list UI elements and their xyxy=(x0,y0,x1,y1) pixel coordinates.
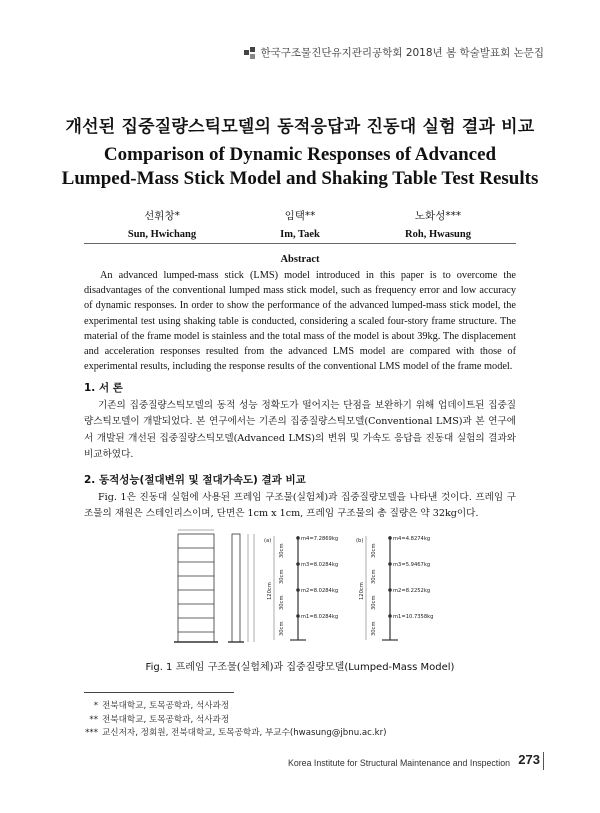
panel-a-mass-3: m3=8.0284kg xyxy=(301,562,339,568)
author-2 xyxy=(230,208,370,240)
page-number-bar xyxy=(543,752,544,770)
section-1-text: 기존의 집중질량스틱모델의 동적 성능 정확도가 떨어지는 단점을 보완하기 위해 업데이트된 집중질량스틱모델이 개발되었다. 본 연구에서는 기존의 집중질량스틱모델(Conventional LMS)과 본 연구에서 개발된 개선된 집중질량스틱모델(Advanced LMS)의 변위 및 가속도 응답을 진동대 실험의 결과와 비교하였다. xyxy=(84,400,516,461)
running-header xyxy=(244,45,544,60)
society-logo-icon xyxy=(244,47,256,59)
panel-a-mass-node xyxy=(296,588,300,592)
panel-a-story-height: 30cm xyxy=(279,569,285,584)
author-name-en: Im, Taek xyxy=(280,229,320,240)
figure-1 xyxy=(170,528,434,648)
panel-b-mass-4: m4=4.8274kg xyxy=(393,536,431,542)
panel-b-mass-node xyxy=(388,536,392,540)
footnote-3 xyxy=(84,727,386,741)
author-3 xyxy=(368,208,508,240)
panel-b-mass-1: m1=10.7358kg xyxy=(393,614,434,620)
panel-b-mass-2: m2=8.2252kg xyxy=(393,588,431,594)
panel-b-mass-node xyxy=(388,588,392,592)
author-name-en: Roh, Hwasung xyxy=(405,229,471,240)
panel-a-story-height: 30cm xyxy=(279,595,285,610)
panel-b-story-height: 30cm xyxy=(371,595,377,610)
frame-structure-drawing xyxy=(174,530,218,642)
footnote-2 xyxy=(84,714,386,728)
figure-1-drawing xyxy=(170,528,434,648)
panel-a-mass-node xyxy=(296,562,300,566)
footnote-mark: ** xyxy=(89,714,98,725)
author-name-ko: 노화성*** xyxy=(414,210,462,222)
footnote-1 xyxy=(84,700,386,714)
author-name-ko: 선휘창* xyxy=(144,210,180,222)
author-divider xyxy=(84,243,516,244)
author-name-en: Sun, Hwichang xyxy=(127,229,197,240)
abstract-heading: Abstract xyxy=(280,254,320,265)
panel-a-mass-4: m4=7.2869kg xyxy=(301,536,339,542)
panel-a-mass-node xyxy=(296,614,300,618)
panel-a-mass-node xyxy=(296,536,300,540)
footnote-divider xyxy=(84,692,234,693)
frame-side-view xyxy=(228,534,254,642)
page-number: 273 xyxy=(518,752,540,767)
panel-b-mass-node xyxy=(388,614,392,618)
panel-a-label: (a) xyxy=(264,538,272,544)
section-2-heading: 2. 동적성능(절대변위 및 절대가속도) 결과 비교 xyxy=(84,474,306,486)
footnote-mark: * xyxy=(93,701,98,711)
panel-a-mass-1: m1=8.0284kg xyxy=(301,614,339,620)
footnote-text: 교신저자, 정회원, 전북대학교, 토목공학과, 부교수(hwasung@jbnu.ac.kr) xyxy=(102,728,387,738)
author-1 xyxy=(92,208,232,240)
footnote-text: 전북대학교, 토목공학과, 석사과정 xyxy=(102,714,230,725)
panel-a-story-height: 30cm xyxy=(279,621,285,636)
section-2-text: Fig. 1은 진동대 실험에 사용된 프레임 구조물(실험체)과 집중질량모델을 나타낸 것이다. 프레임 구조물의 재원은 스테인리스이며, 단면은 1cm x 1cm, 프레임 구조물의 총 질량은 약 32kg이다. xyxy=(84,492,516,520)
panel-a-total-height: 120cm xyxy=(267,582,273,600)
panel-b-mass-3: m3=5.9467kg xyxy=(393,562,431,568)
title-korean: 개선된 집중질량스틱모델의 동적응답과 진동대 실험 결과 비교 xyxy=(65,117,535,137)
panel-b-total-height: 120cm xyxy=(359,582,365,600)
footnote-mark: *** xyxy=(85,728,98,738)
footer-institute: Korea Institute for Structural Maintenance and Inspection xyxy=(287,758,510,768)
panel-b-label: (b) xyxy=(356,538,364,544)
footnotes xyxy=(84,700,386,741)
abstract-text: An advanced lumped-mass stick (LMS) model introduced in this paper is to overcome the disadvantages of the conventional lumped mass stick model, such as frequency error and low accuracy of dynamic responses. In order to show the performance of the advanced lumped-mass stick model, the experimental test using shaking table is conducted, considering a scaled four-story frame structure. The material of the frame model is stainless and the total mass of the model is about 39kg. The displacement and acceleration responses resulted from the advanced LMS model are compared with those of experimental results, including the response results of the conventional LMS model of the frame model. xyxy=(84,270,516,373)
footnote-text: 전북대학교, 토목공학과, 석사과정 xyxy=(102,701,230,711)
panel-b-story-height: 30cm xyxy=(371,621,377,636)
figure-1-caption: Fig. 1 프레임 구조물(실험체)과 집중질량모델(Lumped-Mass Model) xyxy=(145,662,455,673)
panel-a-story-height: 30cm xyxy=(279,543,285,558)
title-english-line1: Comparison of Dynamic Responses of Advanced xyxy=(103,144,497,165)
section-1-heading: 1. 서 론 xyxy=(84,382,123,394)
panel-b-story-height: 30cm xyxy=(371,569,377,584)
author-name-ko: 임택** xyxy=(284,210,316,222)
header-text: 한국구조물진단유지관리공학회 2018년 봄 학술발표회 논문집 xyxy=(260,47,544,59)
panel-b-story-height: 30cm xyxy=(371,543,377,558)
panel-a-mass-2: m2=8.0284kg xyxy=(301,588,339,594)
panel-b-mass-node xyxy=(388,562,392,566)
title-english-line2: Lumped-Mass Stick Model and Shaking Table Test Results xyxy=(61,168,539,189)
